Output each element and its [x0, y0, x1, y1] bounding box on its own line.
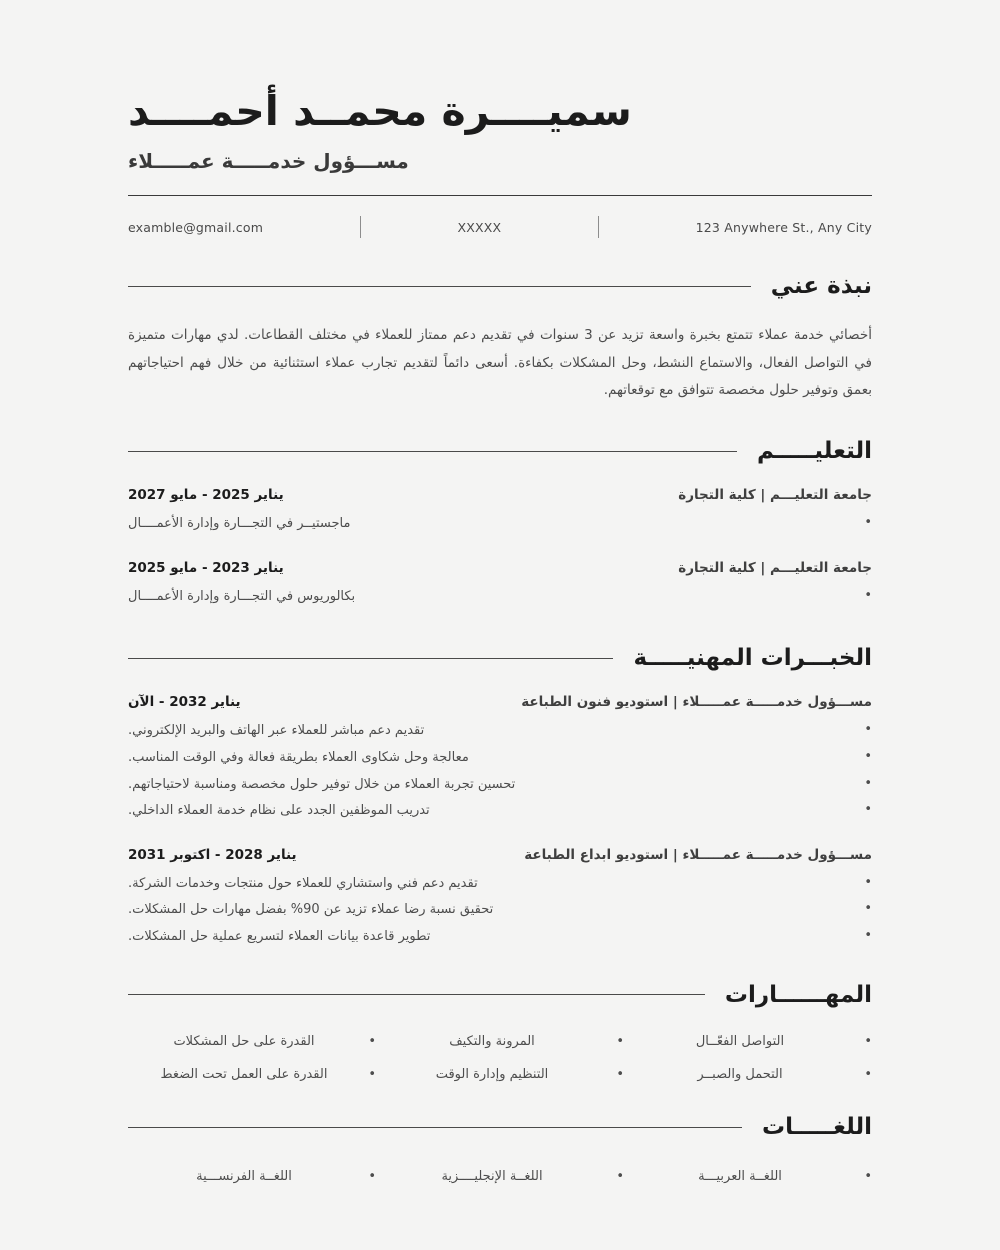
section-experience-rule [128, 658, 613, 659]
language-item: • اللغــة العربيـــة [624, 1165, 872, 1190]
education-org: جامعة التعليـــم | كلية التجارة [678, 559, 872, 576]
section-languages-header [128, 1113, 872, 1143]
section-languages-rule [128, 1127, 742, 1128]
experience-entry-top [128, 694, 872, 710]
section-education-rule [128, 451, 737, 452]
experience-date: يناير 2032 - الآن [128, 694, 241, 711]
experience-entries [128, 694, 872, 950]
education-date: يناير 2025 - مايو 2027 [128, 487, 284, 504]
experience-bullets [128, 871, 872, 951]
education-date: يناير 2023 - مايو 2025 [128, 559, 284, 576]
about-body [128, 322, 872, 405]
experience-entry-top [128, 847, 872, 863]
candidate-role: مســـؤول خدمـــــة عمـــــلاء [128, 149, 409, 174]
candidate-name: سميــــرة محمــد أحمــــد [128, 87, 632, 135]
experience-entry [128, 694, 872, 825]
languages-grid [128, 1165, 872, 1190]
list-item: • تدريب الموظفين الجدد على نظام خدمة العملاء الداخلي. [128, 798, 872, 825]
education-entry [128, 487, 872, 538]
about-paragraph: أخصائي خدمة عملاء تتمتع بخبرة واسعة تزيد عن 3 سنوات في تقديم دعم ممتاز للعملاء في مختلف القطاعات. لدي مهارات متميزة في التواصل الفعال، والاستماع النشط، وحل المشكلات بكفاءة. أسعى دائماً لتقديم تجارب عملاء استثنائية من خلال فهم احتياجاتهم بعمق وتوفير حلول مخصصة تتوافق مع توقعاتهم. [128, 327, 872, 399]
language-item: • اللغــة الفرنســـية [128, 1165, 376, 1190]
experience-org: مســـؤول خدمـــــة عمـــــلاء | استوديو ابداع الطباعة [524, 846, 872, 863]
contact-bar [128, 216, 872, 238]
list-item: • تقديم دعم فني واستشاري للعملاء حول منتجات وخدمات الشركة. [128, 871, 872, 898]
education-entries [128, 487, 872, 610]
experience-date: يناير 2028 - اكتوبر 2031 [128, 846, 297, 863]
section-languages [128, 1113, 872, 1190]
section-experience-title: الخبـــرات المهنيـــــة [633, 645, 872, 672]
list-item: • ماجستيــر في التجـــارة وإدارة الأعمــــال [128, 511, 872, 538]
section-experience [128, 644, 872, 950]
education-bullets [128, 584, 872, 611]
education-org: جامعة التعليـــم | كلية التجارة [678, 487, 872, 504]
list-item: • معالجة وحل شكاوى العملاء بطريقة فعالة وفي الوقت المناسب. [128, 745, 872, 772]
section-skills [128, 981, 872, 1088]
contact-email[interactable]: examble@gmail.com [128, 219, 264, 235]
education-entry-top [128, 560, 872, 576]
section-about-header [128, 272, 872, 302]
contact-separator-1 [360, 216, 361, 238]
section-about [128, 272, 872, 405]
resume-header [128, 0, 872, 196]
section-skills-title: المهــــــارات [724, 981, 872, 1008]
education-bullets [128, 511, 872, 538]
contact-phone[interactable]: XXXXX [457, 219, 502, 235]
skills-grid [128, 1029, 872, 1088]
language-item: • اللغــة الإنجليــــزية [376, 1165, 624, 1190]
experience-bullets [128, 718, 872, 825]
section-education-header [128, 437, 872, 467]
section-education [128, 437, 872, 610]
list-item: • تحسين تجربة العملاء من خلال توفير حلول مخصصة ومناسبة لاحتياجاتهم. [128, 772, 872, 799]
header-divider [128, 195, 872, 196]
skill-item: • التواصل الفعّــال [624, 1029, 872, 1054]
skill-item: • التحمل والصبــر [624, 1062, 872, 1087]
section-about-rule [128, 286, 751, 287]
list-item: • تحقيق نسبة رضا عملاء تزيد عن 90% بفضل مهارات حل المشكلات. [128, 897, 872, 924]
skill-item: • التنظيم وإدارة الوقت [376, 1062, 624, 1087]
skill-item: • القدرة على حل المشكلات [128, 1029, 376, 1054]
list-item: • بكالوريوس في التجـــارة وإدارة الأعمــــال [128, 584, 872, 611]
section-skills-header [128, 981, 872, 1011]
section-languages-title: اللغـــــات [762, 1114, 872, 1141]
skill-item: • القدرة على العمل تحت الضغط [128, 1062, 376, 1087]
education-entry-top [128, 487, 872, 503]
section-experience-header [128, 644, 872, 674]
section-about-title: نبذة عني [770, 273, 872, 300]
contact-address: 123 Anywhere St., Any City [695, 219, 872, 235]
list-item: • تطوير قاعدة بيانات العملاء لتسريع عملية حل المشكلات. [128, 924, 872, 951]
experience-org: مســـؤول خدمـــــة عمـــــلاء | استوديو فنون الطباعة [521, 694, 872, 711]
contact-separator-2 [598, 216, 599, 238]
experience-entry [128, 847, 872, 951]
section-skills-rule [128, 994, 705, 995]
education-entry [128, 560, 872, 611]
skill-item: • المرونة والتكيف [376, 1029, 624, 1054]
list-item: • تقديم دعم مباشر للعملاء عبر الهاتف والبريد الإلكتروني. [128, 718, 872, 745]
section-education-title: التعليـــــم [756, 438, 872, 465]
